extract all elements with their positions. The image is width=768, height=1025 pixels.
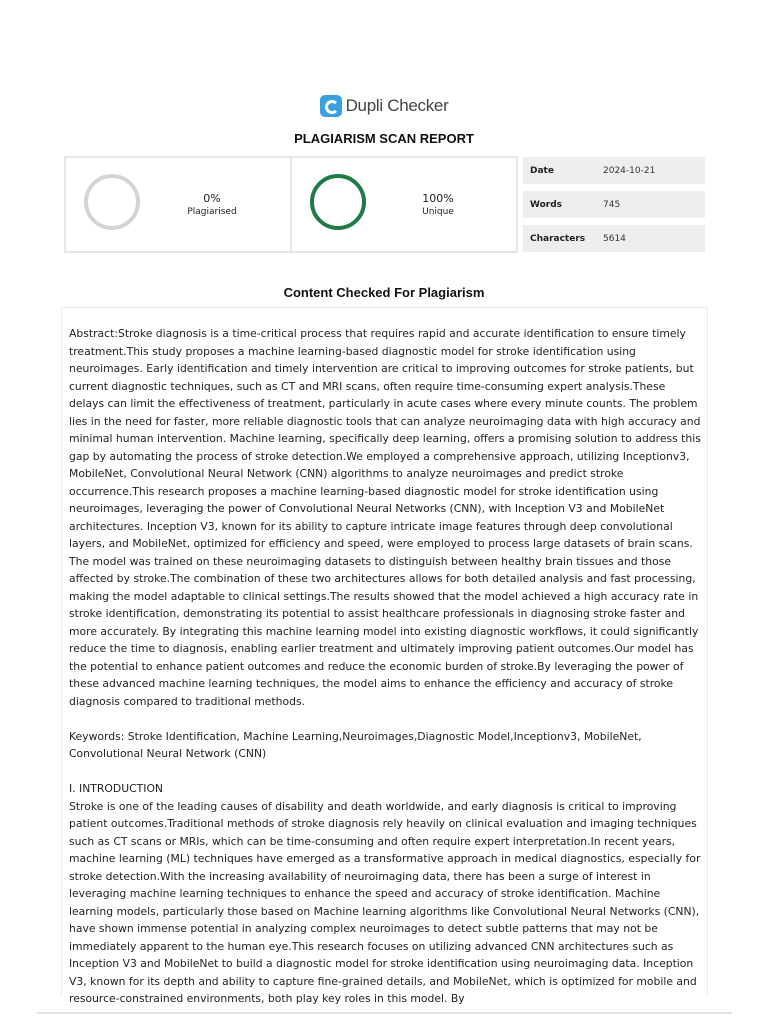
meta-row-date — [523, 157, 705, 184]
meta-value: 745 — [603, 199, 621, 210]
checked-content — [61, 307, 708, 1005]
dupli-checker-logo-icon — [320, 95, 342, 117]
plagiarised-ring — [84, 174, 140, 230]
logo-text: Dupli Checker — [345, 96, 449, 115]
introduction-paragraph: Stroke is one of the leading causes of disability and death worldwide, and early diagnosis is critical to improving patient outcomes.Traditional methods of stroke diagnosis rely heavily on clinical evaluation and imaging techniques such as CT scans or MRIs, which can be time-consuming and often require expert interpretation.In recent years, machine learning (ML) techniques have emerged as a transformative approach in medical diagnostics, especially for stroke detection.With the increasing availability of neuroimaging data, there has been a surge of interest in leveraging machine learning techniques to enhance the speed and accuracy of stroke identification. Machine learning models, particularly those based on Machine learning algorithms like Convolutional Neural Networks (CNN), have shown immense potential in analyzing complex neuroimages to detect subtle patterns that may not be immediately apparent to the human eye.This research focuses on utilizing advanced CNN architectures such as Inception V3 and MobileNet to build a diagnostic model for stroke identification using neuroimaging data. Inception V3, known for its depth and ability to capture fine-grained details, and MobileNet, which is optimized for mobile and resource-constrained environments, both play key roles in this model. By — [69, 799, 701, 1005]
unique-score — [290, 158, 516, 251]
unique-percent: 100% — [422, 192, 454, 205]
meta-row-characters — [523, 225, 705, 252]
report-meta — [523, 157, 705, 259]
report-title: PLAGIARISM SCAN REPORT — [294, 131, 474, 146]
plagiarised-percent: 0% — [203, 192, 221, 205]
content-title: Content Checked For Plagiarism — [283, 285, 485, 300]
meta-row-words — [523, 191, 705, 218]
footer-divider — [37, 1012, 732, 1014]
unique-label: Unique — [422, 207, 454, 217]
meta-key: Words — [530, 199, 563, 210]
meta-key: Characters — [530, 233, 586, 244]
score-summary — [64, 156, 518, 253]
plagiarised-label: Plagiarised — [187, 207, 237, 217]
dupli-checker-logo — [0, 95, 768, 117]
section-heading: I. INTRODUCTION — [69, 782, 164, 795]
meta-key: Date — [530, 165, 554, 176]
unique-ring — [310, 174, 366, 230]
plagiarised-score — [66, 158, 290, 251]
meta-value: 5614 — [603, 233, 626, 244]
keywords-paragraph: Keywords: Stroke Identification, Machine Learning,Neuroimages,Diagnostic Model,Inceptionv3, MobileNet, Convolutional Neural Network (CNN) — [69, 729, 642, 760]
abstract-paragraph: Abstract:Stroke diagnosis is a time-critical process that requires rapid and accurate identification to ensure timely treatment.This study proposes a machine learning-based diagnostic model for stroke identification using neuroimages. Early identification and timely intervention are critical to improving outcomes for stroke patients, but current diagnostic techniques, such as CT and MRI scans, often require time-consuming expert analysis.These delays can limit the effectiveness of treatment, particularly in acute cases where every minute counts. The problem lies in the need for faster, more reliable diagnostic tools that can analyze neuroimaging data with high accuracy and minimal human intervention. Machine learning, specifically deep learning, offers a promising solution to address this gap by automating the process of stroke detection.We employed a comprehensive approach, utilizing Inceptionv3, MobileNet, Convolutional Neural Network (CNN) algorithms to analyze neuroimages and predict stroke occurrence.This research proposes a machine learning-based diagnostic model for stroke identification using neuroimages, leveraging the power of Convolutional Neural Networks (CNN), with Inception V3 and MobileNet architectures. Inception V3, known for its ability to capture intricate image features through deep convolutional layers, and MobileNet, optimized for efficiency and speed, were employed to process large datasets of brain scans. The model was trained on these neuroimaging datasets to distinguish between healthy brain tissues and those affected by stroke.The combination of these two architectures allows for both detailed analysis and fast processing, making the model adaptable to clinical settings.The results showed that the model achieved a high accuracy rate in stroke identification, demonstrating its potential to assist healthcare professionals in diagnosing stroke faster and more accurately. By integrating this machine learning model into existing diagnostic workflows, it could significantly reduce the time to diagnosis, enabling earlier treatment and ultimately improving patient outcomes.Our model has the potential to enhance patient outcomes and reduce the economic burden of stroke.By leveraging the power of these advanced machine learning techniques, the model aims to enhance the efficiency and accuracy of stroke diagnosis compared to traditional methods. — [69, 327, 701, 708]
meta-value: 2024-10-21 — [603, 165, 656, 176]
